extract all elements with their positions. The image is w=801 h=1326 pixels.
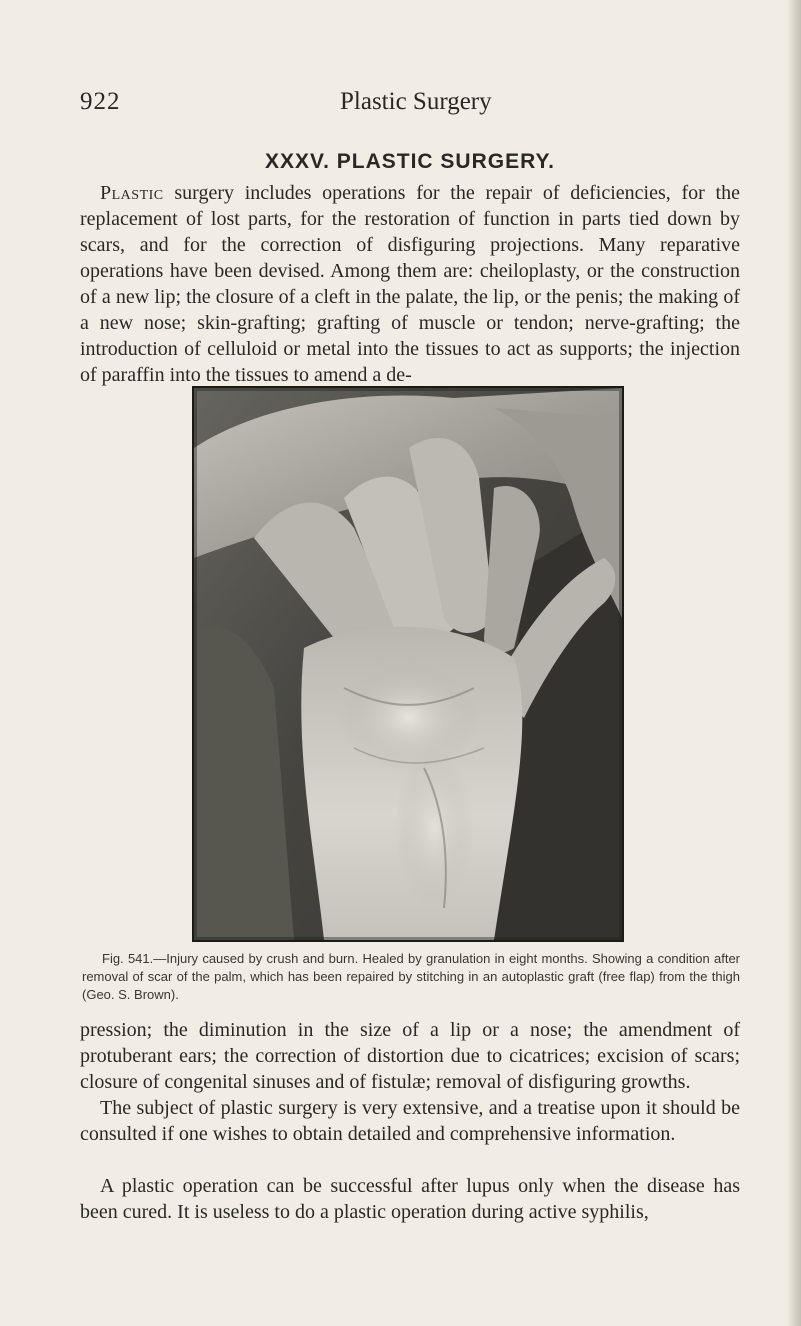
- running-title: Plastic Surgery: [340, 88, 492, 115]
- paragraph-intro-text: surgery includes operations for the repair of deficiencies, for the replacement of lost parts, for the restoration of function in parts tied down by scars, and for the correction of disfiguring projections. Many reparative operations have been devised. Among them are: cheiloplasty, or the construction of a new lip; the closure of a cleft in the palate, the lip, or the penis; the making of a new nose; skin-grafting; grafting of muscle or tendon; nerve-grafting; the introduction of celluloid or metal into the tissues to act as supports; the injection of paraffin into the tissues to amend a de-: [80, 182, 740, 386]
- figure-photograph-hand: [192, 386, 624, 942]
- paragraph-lead-word: Plastic: [100, 182, 164, 204]
- page-edge-shadow: [787, 0, 801, 1326]
- page-number: 922: [80, 88, 121, 115]
- paragraph-treatise: The subject of plastic surgery is very extensive, and a treatise upon it should be consulted if one wishes to obtain detailed and comprehensive information.: [80, 1097, 740, 1145]
- hand-photograph-illustration: [194, 388, 622, 940]
- paragraph-intro: [80, 180, 740, 390]
- paragraph-continuation: pression; the diminution in the size of a lip or a nose; the amendment of protuberant ears; the correction of distortion due to cicatrices; excision of scars; closure of congenital sinuses and of fistulæ; removal of disfiguring growths.: [80, 1019, 740, 1093]
- paragraph-lupus: A plastic operation can be successful after lupus only when the disease has been cured. It is useless to do a plastic operation during active syphilis,: [80, 1175, 740, 1223]
- figure-caption: Fig. 541.—Injury caused by crush and burn. Healed by granulation in eight months. Showing a condition after removal of scar of the palm, which has been repaired by stitching in an autoplastic graft (free flap) from the thigh (Geo. S. Brown).: [82, 951, 740, 1002]
- chapter-heading: XXXV. PLASTIC SURGERY.: [264, 150, 556, 173]
- running-head: [80, 82, 740, 122]
